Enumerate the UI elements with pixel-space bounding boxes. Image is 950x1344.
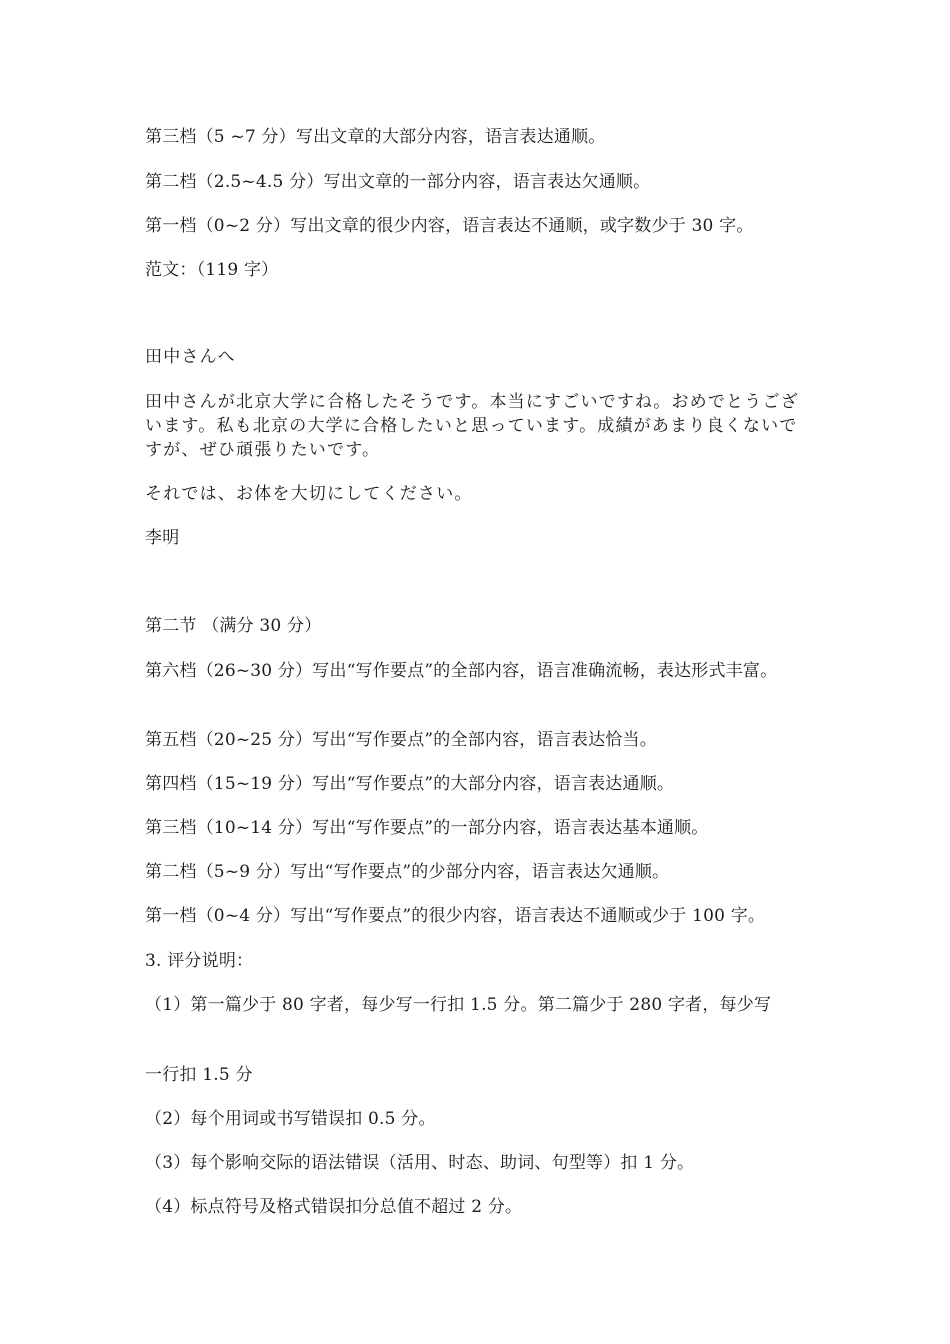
section1-grade-3: 第三档（5 ~7 分）写出文章的大部分内容，语言表达通顺。 bbox=[145, 127, 606, 147]
section2-grade-4: 第四档（15~19 分）写出“写作要点”的大部分内容，语言表达通顺。 bbox=[145, 774, 675, 794]
notes-title: 3. 评分说明： bbox=[145, 951, 254, 971]
letter-body: 田中さんが北京大学に合格したそうです。本当にすごいですね。おめでとうございます。私も北京の大学に合格したいと思っています。成績があまり良くないですが、ぜひ頑張りたいです。 bbox=[145, 392, 799, 460]
letter-greeting: 田中さんへ bbox=[145, 347, 236, 367]
note-item-1: （1）第一篇少于 80 字者，每少写一行扣 1.5 分。第二篇少于 280 字者，每少写 bbox=[145, 995, 772, 1015]
section2-grade-3: 第三档（10~14 分）写出“写作要点”的一部分内容，语言表达基本通顺。 bbox=[145, 818, 709, 838]
section2-grade-2: 第二档（5~9 分）写出“写作要点”的少部分内容，语言表达欠通顺。 bbox=[145, 862, 670, 882]
section2-title: 第二节 （满分 30 分） bbox=[145, 616, 322, 636]
section1-grade-1: 第一档（0~2 分）写出文章的很少内容，语言表达不通顺，或字数少于 30 字。 bbox=[145, 216, 754, 236]
note-item-2: （2）每个用词或书写错误扣 0.5 分。 bbox=[145, 1109, 436, 1129]
letter-closing: それでは、お体を大切にしてください。 bbox=[145, 484, 473, 504]
note-item-4: （4）标点符号及格式错误扣分总值不超过 2 分。 bbox=[145, 1197, 523, 1217]
section2-grade-6: 第六档（26~30 分）写出“写作要点”的全部内容，语言准确流畅，表达形式丰富。 bbox=[145, 661, 778, 681]
section1-grade-2: 第二档（2.5~4.5 分）写出文章的一部分内容，语言表达欠通顺。 bbox=[145, 172, 651, 192]
letter-signature: 李明 bbox=[145, 528, 180, 548]
note-item-3: （3）每个影响交际的语法错误（活用、时态、助词、句型等）扣 1 分。 bbox=[145, 1153, 695, 1173]
note-item-1-continued: 一行扣 1.5 分 bbox=[145, 1065, 253, 1085]
section2-grade-5: 第五档（20~25 分）写出“写作要点”的全部内容，语言表达恰当。 bbox=[145, 730, 657, 750]
section2-grade-1: 第一档（0~4 分）写出“写作要点”的很少内容，语言表达不通顺或少于 100 字。 bbox=[145, 906, 766, 926]
sample-label: 范文：（119 字） bbox=[145, 260, 279, 280]
